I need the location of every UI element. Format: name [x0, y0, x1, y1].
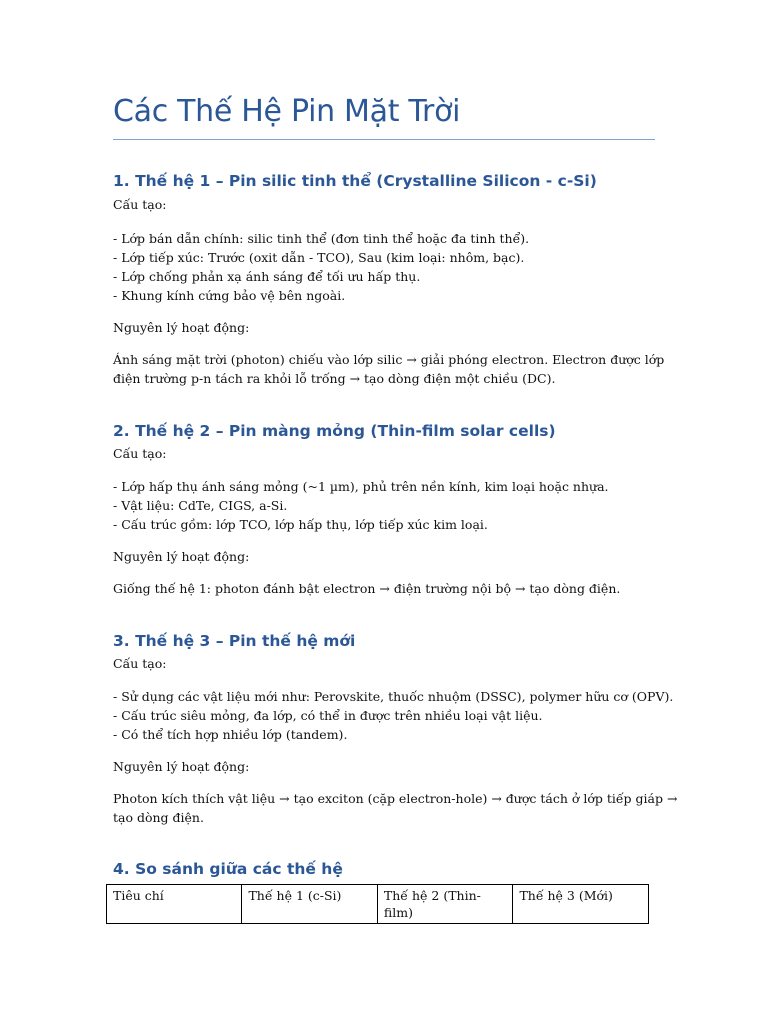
section-3-structure-list — [113, 687, 674, 744]
section-2-structure-label: Cấu tạo: — [113, 446, 167, 461]
list-item: - Lớp bán dẫn chính: silic tinh thể (đơn tinh thể hoặc đa tinh thể). — [113, 231, 530, 246]
section-4-heading: 4. So sánh giữa các thế hệ — [113, 860, 343, 878]
list-item: - Lớp chống phản xạ ánh sáng để tối ưu hấp thụ. — [113, 269, 421, 284]
paragraph-line: Giống thế hệ 1: photon đánh bật electron → điện trường nội bộ → tạo dòng điện. — [113, 581, 621, 596]
list-item: - Cấu trúc gồm: lớp TCO, lớp hấp thụ, lớp tiếp xúc kim loại. — [113, 517, 488, 532]
section-2-structure-list — [113, 477, 653, 534]
table-row — [107, 885, 649, 924]
section-1-structure-list — [113, 229, 653, 305]
list-item: - Lớp hấp thụ ánh sáng mỏng (~1 µm), phủ trên nền kính, kim loại hoặc nhựa. — [113, 479, 609, 494]
list-item: - Khung kính cứng bảo vệ bên ngoài. — [113, 288, 346, 303]
list-item: - Vật liệu: CdTe, CIGS, a-Si. — [113, 498, 288, 513]
table-cell: Thế hệ 1 (c-Si) — [242, 885, 377, 924]
paragraph-line: Photon kích thích vật liệu → tạo exciton (cặp electron-hole) → được tách ở lớp tiếp giáp → — [113, 791, 678, 806]
section-1-principle-label: Nguyên lý hoạt động: — [113, 320, 250, 335]
section-1-structure-label: Cấu tạo: — [113, 197, 167, 212]
section-3-principle-text — [113, 789, 678, 827]
paragraph-line: tạo dòng điện. — [113, 810, 204, 825]
paragraph-line: Ánh sáng mặt trời (photon) chiếu vào lớp silic → giải phóng electron. Electron được lớp — [113, 352, 665, 367]
section-2-principle-label: Nguyên lý hoạt động: — [113, 549, 250, 564]
section-3-structure-label: Cấu tạo: — [113, 656, 167, 671]
section-2-principle-text — [113, 579, 653, 598]
list-item: - Sử dụng các vật liệu mới như: Perovskite, thuốc nhuộm (DSSC), polymer hữu cơ (OPV). — [113, 689, 674, 704]
section-1-principle-text — [113, 350, 665, 388]
page-title: Các Thế Hệ Pin Mặt Trời — [113, 94, 461, 129]
section-1-heading: 1. Thế hệ 1 – Pin silic tinh thể (Crystalline Silicon - c-Si) — [113, 172, 597, 190]
section-2-heading: 2. Thế hệ 2 – Pin màng mỏng (Thin-film solar cells) — [113, 422, 556, 440]
table-cell: Tiêu chí — [107, 885, 242, 924]
paragraph-line: điện trường p-n tách ra khỏi lỗ trống → tạo dòng điện một chiều (DC). — [113, 371, 556, 386]
table-cell: Thế hệ 2 (Thin-film) — [377, 885, 513, 924]
table-cell: Thế hệ 3 (Mới) — [513, 885, 649, 924]
list-item: - Có thể tích hợp nhiều lớp (tandem). — [113, 727, 348, 742]
list-item: - Cấu trúc siêu mỏng, đa lớp, có thể in được trên nhiều loại vật liệu. — [113, 708, 543, 723]
comparison-table — [106, 884, 649, 924]
section-3-principle-label: Nguyên lý hoạt động: — [113, 759, 250, 774]
title-divider — [113, 139, 655, 140]
list-item: - Lớp tiếp xúc: Trước (oxit dẫn - TCO), Sau (kim loại: nhôm, bạc). — [113, 250, 525, 265]
section-3-heading: 3. Thế hệ 3 – Pin thế hệ mới — [113, 632, 356, 650]
